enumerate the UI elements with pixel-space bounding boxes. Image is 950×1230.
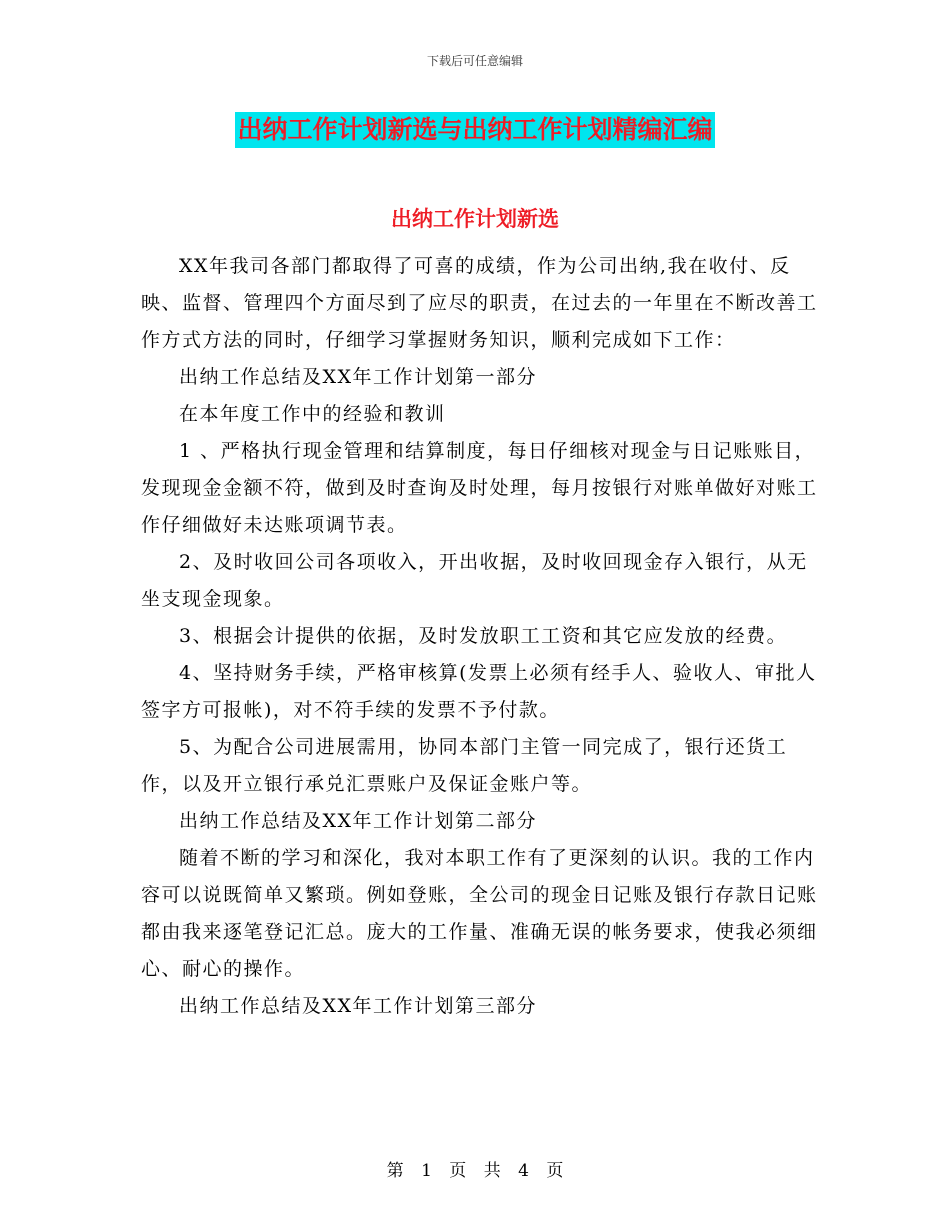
paragraph: 出纳工作总结及XX年工作计划第二部分 (179, 810, 538, 832)
paragraph: 出纳工作总结及XX年工作计划第三部分 (179, 995, 538, 1017)
document-body (141, 248, 821, 1025)
paragraph: XX年我司各部门都取得了可喜的成绩，作为公司出纳,我在收付、反映、监督、管理四个方面尽到了应尽的职责，在过去的一年里在不断改善工作方式方法的同时，仔细学习掌握财务知识，顺利完成如下工作： (141, 255, 818, 351)
paragraph: 3、根据会计提供的依据，及时发放职工工资和其它应发放的经费。 (179, 625, 788, 647)
footer-suffix: 页 (546, 1161, 564, 1181)
footer-page-label: 页 (449, 1161, 467, 1181)
footer-total-label: 共 (483, 1161, 501, 1181)
current-page-number: 1 (421, 1161, 432, 1181)
page-footer (0, 1156, 950, 1181)
paragraph: 1 、严格执行现金管理和结算制度，每日仔细核对现金与日记账账目，发现现金金额不符，做到及时查询及时处理，每月按银行对账单做好对账工作仔细做好未达账项调节表。 (141, 440, 818, 536)
paragraph: 2、及时收回公司各项收入，开出收据，及时收回现金存入银行，从无坐支现金现象。 (141, 551, 808, 610)
footer-prefix: 第 (386, 1161, 404, 1181)
paragraph: 在本年度工作中的经验和教训 (179, 403, 446, 425)
paragraph: 出纳工作总结及XX年工作计划第一部分 (179, 366, 538, 388)
total-pages-number: 4 (518, 1161, 529, 1181)
paragraph: 4、坚持财务手续，严格审核算(发票上必须有经手人、验收人、审批人签字方可报帐)，对不符手续的发票不予付款。 (141, 662, 817, 721)
main-title: 出纳工作计划新选与出纳工作计划精编汇编 (235, 112, 714, 148)
section-title: 出纳工作计划新选 (391, 207, 559, 231)
header-note: 下载后可任意编辑 (426, 54, 523, 68)
paragraph: 随着不断的学习和深化，我对本职工作有了更深刻的认识。我的工作内容可以说既简单又繁琐。例如登账，全公司的现金日记账及银行存款日记账都由我来逐笔登记汇总。庞大的工作量、准确无误的帐务要求，使我必须细心、耐心的操作。 (141, 847, 818, 980)
paragraph: 5、为配合公司进展需用，协同本部门主管一同完成了，银行还货工作，以及开立银行承兑汇票账户及保证金账户等。 (141, 736, 788, 795)
main-title-container (0, 112, 950, 148)
